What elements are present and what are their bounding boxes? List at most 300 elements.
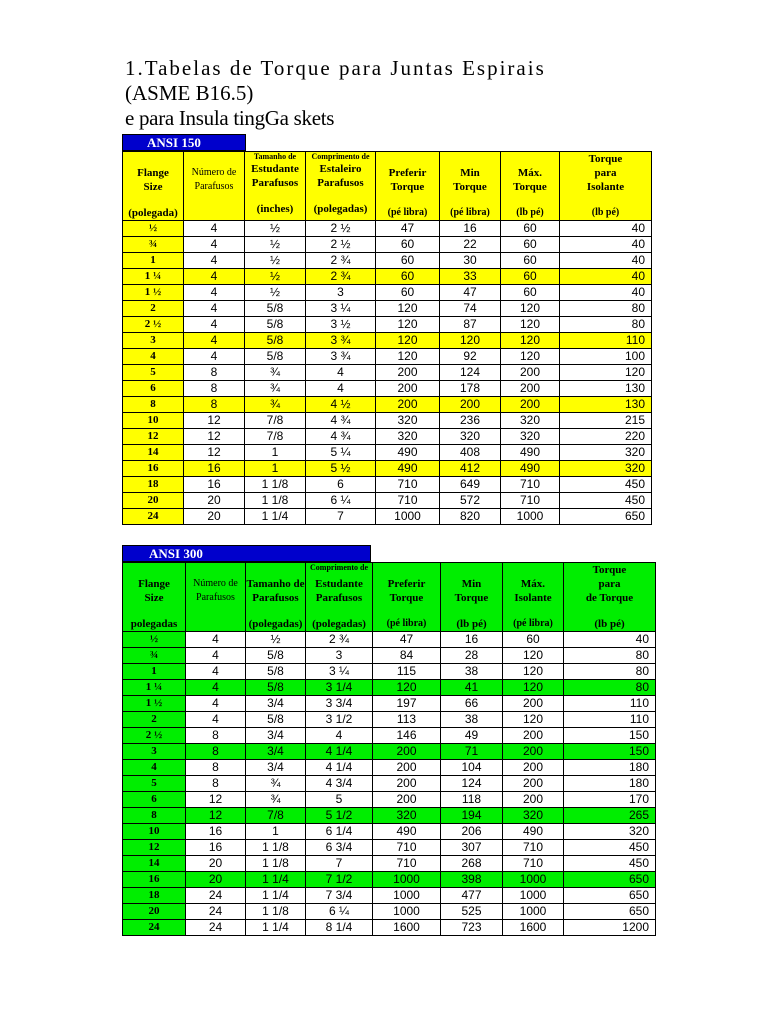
table-cell: 6 ¼: [306, 493, 376, 509]
table-cell: 41: [441, 680, 503, 696]
table-cell: 100: [560, 349, 652, 365]
table-cell: 710: [503, 856, 564, 872]
header-tamanho: Tamanho de Estudante Parafusos (inches): [245, 152, 306, 221]
header-min-torque: Min Torque (lb pé): [441, 563, 503, 632]
table-cell: 200: [503, 744, 564, 760]
table-cell: 120: [503, 664, 564, 680]
table-cell: 110: [560, 333, 652, 349]
table-cell: 120: [501, 301, 560, 317]
table-cell: 8: [186, 744, 246, 760]
table-row: [123, 824, 656, 840]
table-row: [123, 632, 656, 648]
table-cell: 3 ¼: [306, 664, 373, 680]
header-flange-size: Flange Size (polegada): [123, 152, 184, 221]
table-cell: 4: [186, 712, 246, 728]
table-cell: 80: [560, 317, 652, 333]
table-cell: 206: [441, 824, 503, 840]
header-flange-size: Flange Size polegadas: [123, 563, 186, 632]
table-cell: 124: [440, 365, 501, 381]
table-cell: 92: [440, 349, 501, 365]
header-preferir-torque: Preferir Torque (pé libra): [376, 152, 440, 221]
table-cell: 1: [245, 461, 306, 477]
table-cell: 3: [306, 285, 376, 301]
table-cell: 4 ¾: [306, 413, 376, 429]
table-cell: 5/8: [245, 333, 306, 349]
table-cell: 7 1/2: [306, 872, 373, 888]
flange-size-cell: 14: [123, 856, 186, 872]
table-cell: 3 1/4: [306, 680, 373, 696]
table-cell: 1 1/8: [246, 840, 306, 856]
flange-size-cell: 1 ¼: [123, 269, 184, 285]
header-numero-parafusos: Número de Parafusos: [184, 152, 245, 221]
table-row: [123, 269, 652, 285]
table-cell: 710: [373, 856, 441, 872]
table-cell: 320: [564, 824, 656, 840]
table-cell: 20: [186, 872, 246, 888]
table-row: [123, 381, 652, 397]
flange-size-cell: 6: [123, 381, 184, 397]
table-cell: ¾: [246, 776, 306, 792]
flange-size-cell: 10: [123, 413, 184, 429]
table-row: [123, 856, 656, 872]
table-cell: ½: [245, 237, 306, 253]
table-cell: 1000: [376, 509, 440, 525]
table-row: [123, 840, 656, 856]
table-cell: 1000: [503, 904, 564, 920]
table-cell: 320: [376, 429, 440, 445]
table-cell: 200: [373, 792, 441, 808]
table-cell: 6 1/4: [306, 824, 373, 840]
ansi300-table-body: [123, 632, 656, 936]
table-cell: 80: [564, 680, 656, 696]
table-row: [123, 792, 656, 808]
table-cell: 650: [564, 904, 656, 920]
table-cell: 194: [441, 808, 503, 824]
table-cell: 1 1/8: [245, 493, 306, 509]
table-cell: ½: [245, 253, 306, 269]
table-cell: 1 1/4: [246, 872, 306, 888]
table-cell: 4: [184, 333, 245, 349]
table-cell: ¾: [245, 397, 306, 413]
table-cell: 40: [564, 632, 656, 648]
table-cell: 16: [184, 477, 245, 493]
table-cell: 2 ½: [306, 221, 376, 237]
table-cell: 22: [440, 237, 501, 253]
table-row: [123, 285, 652, 301]
flange-size-cell: 2 ½: [123, 728, 186, 744]
flange-size-cell: 5: [123, 365, 184, 381]
table-row: [123, 648, 656, 664]
table-cell: 200: [503, 760, 564, 776]
table-cell: 3 ½: [306, 317, 376, 333]
table-cell: ½: [246, 632, 306, 648]
table-cell: 74: [440, 301, 501, 317]
table-cell: 124: [441, 776, 503, 792]
table-cell: 320: [501, 429, 560, 445]
table-cell: 120: [560, 365, 652, 381]
table-cell: 5 ¼: [306, 445, 376, 461]
table-cell: 1: [246, 824, 306, 840]
table-cell: 1 1/8: [246, 856, 306, 872]
table-cell: 12: [184, 429, 245, 445]
table-cell: 320: [376, 413, 440, 429]
flange-size-cell: 1 ½: [123, 696, 186, 712]
flange-size-cell: 3: [123, 744, 186, 760]
table-cell: 60: [503, 632, 564, 648]
table-row: [123, 493, 652, 509]
table-cell: 24: [186, 920, 246, 936]
table-cell: 1000: [503, 872, 564, 888]
table-cell: 1000: [501, 509, 560, 525]
table-cell: 200: [501, 365, 560, 381]
table-cell: 12: [186, 808, 246, 824]
table-cell: 2 ¾: [306, 269, 376, 285]
table-cell: 47: [373, 632, 441, 648]
table-cell: 118: [441, 792, 503, 808]
table-cell: 490: [501, 445, 560, 461]
title-line-3: e para Insula tingGa skets: [125, 106, 335, 130]
table-cell: 120: [373, 680, 441, 696]
table-cell: 4: [186, 680, 246, 696]
table-row: [123, 253, 652, 269]
table-cell: 71: [441, 744, 503, 760]
ansi300-table: [122, 562, 656, 936]
table-cell: 60: [376, 285, 440, 301]
table-cell: 5/8: [245, 317, 306, 333]
flange-size-cell: 2: [123, 301, 184, 317]
table-cell: 200: [503, 776, 564, 792]
table-cell: ¾: [245, 381, 306, 397]
table-cell: 710: [376, 477, 440, 493]
table-cell: 4: [186, 696, 246, 712]
table-cell: 1600: [503, 920, 564, 936]
table-cell: 38: [441, 712, 503, 728]
table-cell: 8: [184, 381, 245, 397]
table-cell: 4: [184, 285, 245, 301]
table-cell: 572: [440, 493, 501, 509]
table-cell: 398: [441, 872, 503, 888]
table-cell: 320: [373, 808, 441, 824]
flange-size-cell: 18: [123, 477, 184, 493]
table-cell: 307: [441, 840, 503, 856]
table-cell: 650: [564, 888, 656, 904]
table-cell: 120: [376, 317, 440, 333]
table-cell: 3/4: [246, 696, 306, 712]
table-cell: 200: [373, 744, 441, 760]
flange-size-cell: 20: [123, 904, 186, 920]
table-cell: 8: [186, 776, 246, 792]
table-cell: 60: [376, 269, 440, 285]
table-row: [123, 429, 652, 445]
table-cell: 450: [560, 493, 652, 509]
table-cell: 4 ½: [306, 397, 376, 413]
table-cell: 4: [186, 648, 246, 664]
table-cell: 265: [564, 808, 656, 824]
table-cell: 4 3/4: [306, 776, 373, 792]
table-cell: 4: [184, 349, 245, 365]
flange-size-cell: 10: [123, 824, 186, 840]
table-cell: 47: [440, 285, 501, 301]
table-cell: 4: [184, 269, 245, 285]
table-row: [123, 509, 652, 525]
table-cell: 120: [376, 349, 440, 365]
table-cell: 24: [186, 904, 246, 920]
flange-size-cell: 1 ½: [123, 285, 184, 301]
table-cell: 16: [440, 221, 501, 237]
table-row: [123, 696, 656, 712]
table-cell: 47: [376, 221, 440, 237]
flange-size-cell: 4: [123, 349, 184, 365]
table-cell: 1000: [503, 888, 564, 904]
table-cell: 60: [376, 253, 440, 269]
table-cell: 120: [376, 301, 440, 317]
table-cell: 66: [441, 696, 503, 712]
table-cell: 60: [501, 221, 560, 237]
table-cell: 200: [503, 792, 564, 808]
table-cell: 450: [560, 477, 652, 493]
table-row: [123, 712, 656, 728]
flange-size-cell: 3: [123, 333, 184, 349]
table-cell: 320: [440, 429, 501, 445]
table-cell: 200: [440, 397, 501, 413]
table-cell: 60: [501, 269, 560, 285]
table-cell: 320: [501, 413, 560, 429]
table-cell: 408: [440, 445, 501, 461]
table-cell: 4 ¾: [306, 429, 376, 445]
table-cell: ¾: [245, 365, 306, 381]
table-cell: 120: [376, 333, 440, 349]
table-cell: 28: [441, 648, 503, 664]
table-cell: 4: [306, 381, 376, 397]
table-row: [123, 744, 656, 760]
table-cell: 110: [564, 712, 656, 728]
table-cell: 16: [186, 840, 246, 856]
flange-size-cell: 24: [123, 509, 184, 525]
ansi150-label-text: ANSI 150: [147, 135, 201, 150]
table-cell: 5/8: [245, 349, 306, 365]
table-cell: 40: [560, 237, 652, 253]
flange-size-cell: 12: [123, 429, 184, 445]
table-row: [123, 904, 656, 920]
table-cell: 3 1/2: [306, 712, 373, 728]
table-cell: 197: [373, 696, 441, 712]
table-cell: 477: [441, 888, 503, 904]
flange-size-cell: 16: [123, 461, 184, 477]
table-cell: 723: [441, 920, 503, 936]
table-cell: 7: [306, 509, 376, 525]
table-cell: 7 3/4: [306, 888, 373, 904]
table-cell: 200: [373, 776, 441, 792]
table-cell: 8: [184, 397, 245, 413]
table-cell: 649: [440, 477, 501, 493]
table-row: [123, 888, 656, 904]
table-cell: 8 1/4: [306, 920, 373, 936]
table-cell: 450: [564, 840, 656, 856]
table-row: [123, 221, 652, 237]
table-cell: 650: [564, 872, 656, 888]
table-cell: 4: [184, 253, 245, 269]
table-cell: 200: [501, 397, 560, 413]
table-cell: ½: [245, 221, 306, 237]
table-cell: ½: [245, 285, 306, 301]
table-cell: 200: [376, 365, 440, 381]
table-row: [123, 477, 652, 493]
table-cell: 820: [440, 509, 501, 525]
table-cell: 16: [186, 824, 246, 840]
table-row: [123, 349, 652, 365]
table-cell: 38: [441, 664, 503, 680]
table-cell: 200: [376, 381, 440, 397]
table-cell: 1 1/8: [245, 477, 306, 493]
table-cell: 2 ½: [306, 237, 376, 253]
flange-size-cell: 6: [123, 792, 186, 808]
title-line-1: 1.Tabelas de Torque para Juntas Espirais: [125, 56, 546, 80]
table-cell: 4: [306, 728, 373, 744]
ansi150-table-body: [123, 221, 652, 525]
header-torque-isolante: Torque para de Torque (lb pé): [564, 563, 656, 632]
table-row: [123, 317, 652, 333]
table-cell: 236: [440, 413, 501, 429]
header-comprimento: Comprimento de Estaleiro Parafusos (polegadas): [306, 152, 376, 221]
table-row: [123, 680, 656, 696]
table-cell: 60: [501, 285, 560, 301]
table-cell: 8: [184, 365, 245, 381]
table-cell: 120: [503, 680, 564, 696]
table-cell: 12: [184, 445, 245, 461]
table-cell: 80: [560, 301, 652, 317]
table-cell: 1 1/8: [246, 904, 306, 920]
table-cell: 200: [376, 397, 440, 413]
table-cell: 3 ¾: [306, 349, 376, 365]
table-cell: 80: [564, 648, 656, 664]
table-row: [123, 664, 656, 680]
table-cell: 5 1/2: [306, 808, 373, 824]
flange-size-cell: 12: [123, 840, 186, 856]
flange-size-cell: 18: [123, 888, 186, 904]
table-cell: 20: [186, 856, 246, 872]
ansi150-label: [122, 134, 246, 151]
table-cell: 5/8: [246, 712, 306, 728]
table-cell: 60: [501, 253, 560, 269]
table-cell: ¾: [246, 792, 306, 808]
flange-size-cell: ½: [123, 632, 186, 648]
table-cell: 180: [564, 776, 656, 792]
table-cell: 4: [184, 237, 245, 253]
table-row: [123, 872, 656, 888]
flange-size-cell: 4: [123, 760, 186, 776]
table-cell: 146: [373, 728, 441, 744]
table-cell: 5/8: [245, 301, 306, 317]
ansi150-table: [122, 151, 652, 525]
table-cell: 6 3/4: [306, 840, 373, 856]
table-cell: 3 ¼: [306, 301, 376, 317]
table-cell: 180: [564, 760, 656, 776]
table-cell: 1000: [373, 888, 441, 904]
table-cell: 412: [440, 461, 501, 477]
table-cell: 3/4: [246, 728, 306, 744]
table-row: [123, 776, 656, 792]
table-row: [123, 413, 652, 429]
table-row: [123, 760, 656, 776]
table-cell: 130: [560, 397, 652, 413]
table-cell: 4: [184, 221, 245, 237]
header-max-isolante: Máx. Isolante (pé libra): [503, 563, 564, 632]
table-cell: 650: [560, 509, 652, 525]
table-cell: 33: [440, 269, 501, 285]
flange-size-cell: 1: [123, 253, 184, 269]
table-cell: 130: [560, 381, 652, 397]
table-cell: 4 1/4: [306, 744, 373, 760]
ansi300-label: [122, 545, 371, 562]
table-cell: 4: [184, 317, 245, 333]
header-torque-isolante: Torque para Isolante (lb pé): [560, 152, 652, 221]
table-cell: 320: [560, 461, 652, 477]
table-cell: 40: [560, 221, 652, 237]
header-min-torque: Min Torque (pé libra): [440, 152, 501, 221]
table-cell: 110: [564, 696, 656, 712]
table-cell: 4: [306, 365, 376, 381]
table-cell: 16: [441, 632, 503, 648]
flange-size-cell: 2 ½: [123, 317, 184, 333]
table-cell: 5/8: [246, 664, 306, 680]
table-cell: 60: [501, 237, 560, 253]
table-cell: 84: [373, 648, 441, 664]
table-cell: 115: [373, 664, 441, 680]
table-row: [123, 397, 652, 413]
table-cell: 1 1/4: [245, 509, 306, 525]
table-cell: 710: [373, 840, 441, 856]
table-cell: 450: [564, 856, 656, 872]
table-cell: 200: [501, 381, 560, 397]
table-cell: 3: [306, 648, 373, 664]
table-cell: 7/8: [245, 413, 306, 429]
table-cell: 104: [441, 760, 503, 776]
ansi150-header-row: [123, 152, 652, 221]
flange-size-cell: ½: [123, 221, 184, 237]
table-cell: 120: [503, 712, 564, 728]
table-cell: 6 ¼: [306, 904, 373, 920]
flange-size-cell: 8: [123, 397, 184, 413]
table-cell: 490: [501, 461, 560, 477]
table-cell: 1 1/4: [246, 888, 306, 904]
header-max-torque: Máx. Torque (lb pé): [501, 152, 560, 221]
table-cell: 40: [560, 253, 652, 269]
header-tamanho: Tamanho de Parafusos (polegadas): [246, 563, 306, 632]
table-row: [123, 445, 652, 461]
table-cell: 200: [503, 696, 564, 712]
document-title: [125, 56, 745, 131]
table-cell: 4: [186, 664, 246, 680]
ansi300-label-text: ANSI 300: [149, 546, 203, 561]
flange-size-cell: 1: [123, 664, 186, 680]
table-cell: 3 ¾: [306, 333, 376, 349]
table-row: [123, 808, 656, 824]
flange-size-cell: ¾: [123, 648, 186, 664]
table-cell: 4 1/4: [306, 760, 373, 776]
table-cell: 490: [376, 445, 440, 461]
table-cell: 5/8: [246, 648, 306, 664]
table-row: [123, 237, 652, 253]
table-row: [123, 461, 652, 477]
table-cell: 120: [501, 349, 560, 365]
table-cell: 12: [186, 792, 246, 808]
table-cell: 49: [441, 728, 503, 744]
table-cell: 710: [501, 477, 560, 493]
flange-size-cell: ¾: [123, 237, 184, 253]
table-row: [123, 365, 652, 381]
table-cell: 4: [184, 301, 245, 317]
table-cell: 120: [503, 648, 564, 664]
